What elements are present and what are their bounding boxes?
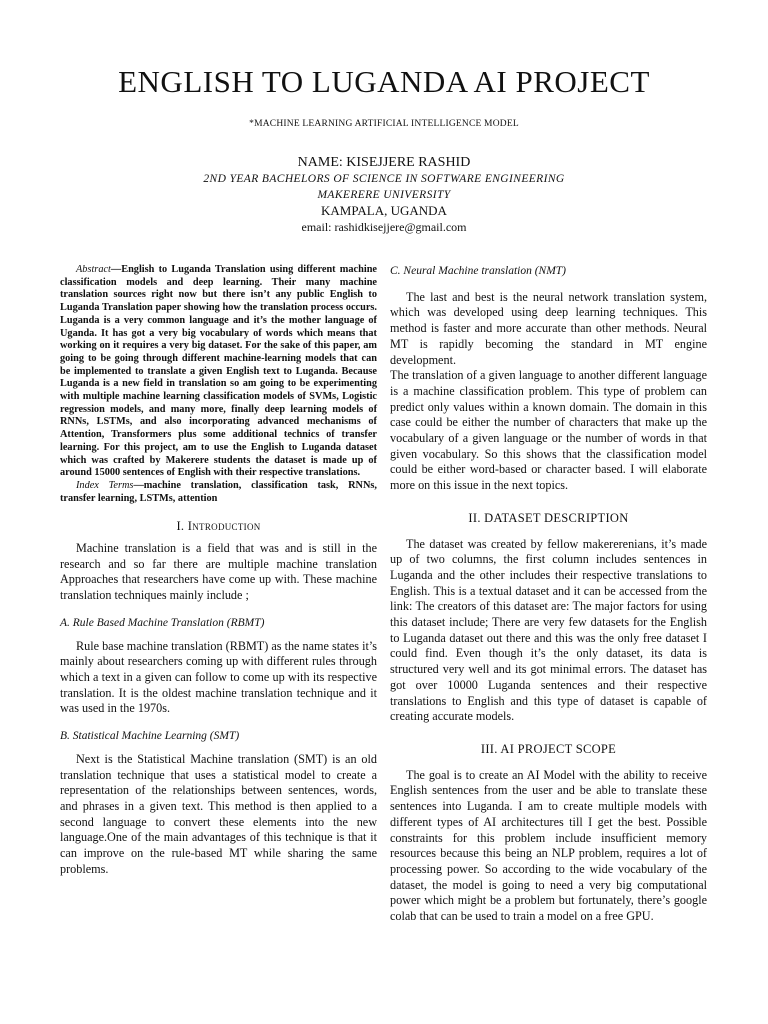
nmt-paragraph-2: The translation of a given language to another different language is a machine classification problem. This type of problem can predict only values within a known domain. The domain in this case could be either the number of characters that make up the vocabulary of a given language or the number of words in that given vocabulary. So this shows that the classification model could be either word-based or character based. I will elaborate more on this issue in the next topics. [390, 368, 707, 493]
abstract-text: —English to Luganda Translation using different machine classification models and deep learning. Their many machine translation sources right now but there isn’t any public English to Luganda Translation paper showing how the translation process occurs. Luganda is a very common language and it’s the mother language of Uganda. It has got a very big vocabulary of words which means that working on it requires a very big dataset. For the sake of this paper, am going to be going through different machine-learning models that can be implemented to translate a given English text to Luganda. Because Luganda is a new field in translation so am going to be experimenting with multiple machine learning classification models of SVMs, Logistic regression models, and many more, finally deep learning models of RNNs, LSTMs, and also incorporating advanced mechanisms of Attention, Transformers plus some additional technics of transfer learning. For this project, am to use the English to Luganda dataset which was crafted by Makerere students the dataset is made up of around 15000 sentences of English with their respective translations. [60, 264, 377, 479]
subsection-heading-smt: B. Statistical Machine Learning (SMT) [60, 730, 240, 743]
section-heading-dataset: II. DATASET DESCRIPTION [468, 510, 629, 525]
author-location: KAMPALA, UGANDA [321, 203, 447, 218]
subsection-heading-nmt: C. Neural Machine translation (NMT) [390, 265, 567, 277]
section-title-introduction: Introduction [187, 519, 261, 534]
index-terms-label: Index Terms [76, 479, 134, 491]
author-email: email: rashidkisejjere@gmail.com [301, 220, 467, 234]
paper-title: ENGLISH TO LUGANDA AI PROJECT [118, 64, 650, 99]
section-heading-introduction [60, 519, 377, 535]
introduction-paragraph: Machine translation is a field that was and is still in the research and so far there are multiple machine translation Approaches that researchers have come up with. These machine translation techniques mainly include ; [60, 541, 377, 603]
author-block [0, 154, 768, 236]
rbmt-paragraph: Rule base machine translation (RBMT) as the name states it’s mainly about researchers coming up with different rules through which a text in a given can follow to come up with its respective translation. It is the oldest machine translation technique and it was used in the 1970s. [60, 638, 377, 716]
right-column [390, 264, 707, 925]
author-name: NAME: KISEJJERE RASHID [297, 155, 471, 170]
paper-subtitle: *MACHINE LEARNING ARTIFICIAL INTELLIGENCE MODEL [249, 119, 519, 129]
scope-paragraph: The goal is to create an AI Model with the ability to receive English sentences from the user and be able to translate these sentences into Luganda. I am to create multiple models with different types of AI architectures till I get the best. Possible constraints for this problem include insufficient memory resources because this being an NLP problem, requires a lot of processing power. So according to the wide vocabulary of the dataset, the model is going to need a very big computational power which might be a problem but fortunately, there’s google colab that can be used to train a model on a free GPU. [390, 767, 707, 924]
index-terms [60, 480, 377, 505]
index-terms-text: —machine translation, classification task, RNNs, transfer learning, LSTMs, attention [60, 479, 377, 504]
abstract-label: Abstract [76, 264, 111, 275]
subsection-heading-rbmt: A. Rule Based Machine Translation (RBMT) [60, 616, 265, 629]
nmt-paragraph-1: The last and best is the neural network translation system, which was developed using deep learning techniques. This method is faster and more accurate than other methods. Neural MT is rapidly becoming the standard in MT engine development. [390, 289, 707, 367]
smt-paragraph: Next is the Statistical Machine translation (SMT) is an old translation technique that uses a statistical model to create a representation of the relationships between sentences, words, and phrases in a given text. This method is then applied to a second language to convert these elements into the new language.One of the main advantages of this technique is that it can improve on the rule-based MT while sharing the same problems. [60, 751, 377, 876]
abstract [60, 264, 377, 480]
section-heading-scope: III. AI PROJECT SCOPE [480, 741, 617, 756]
author-program: 2ND YEAR BACHELORS OF SCIENCE IN SOFTWARE ENGINEERING [203, 173, 565, 185]
left-column [60, 264, 377, 877]
section-number-introduction: I. [176, 519, 185, 534]
author-university: MAKERERE UNIVERSITY [317, 189, 451, 201]
dataset-paragraph: The dataset was created by fellow makererenians, it’s made up of two columns, the first column includes sentences in Luganda and the other includes their respective translations to English. This is a textual dataset and it can be accessed from the link: The creators of this dataset are: The major factors for using this dataset include; There are very few datasets for the English to Luganda dataset out there and this was the only free dataset I could find. Even though it’s the only dataset, its data is structured very well and its got minimal errors. The dataset has got over 10000 Luganda sentences and their respective translations to English and this type of dataset is capable of creating accurate models. [390, 536, 707, 724]
